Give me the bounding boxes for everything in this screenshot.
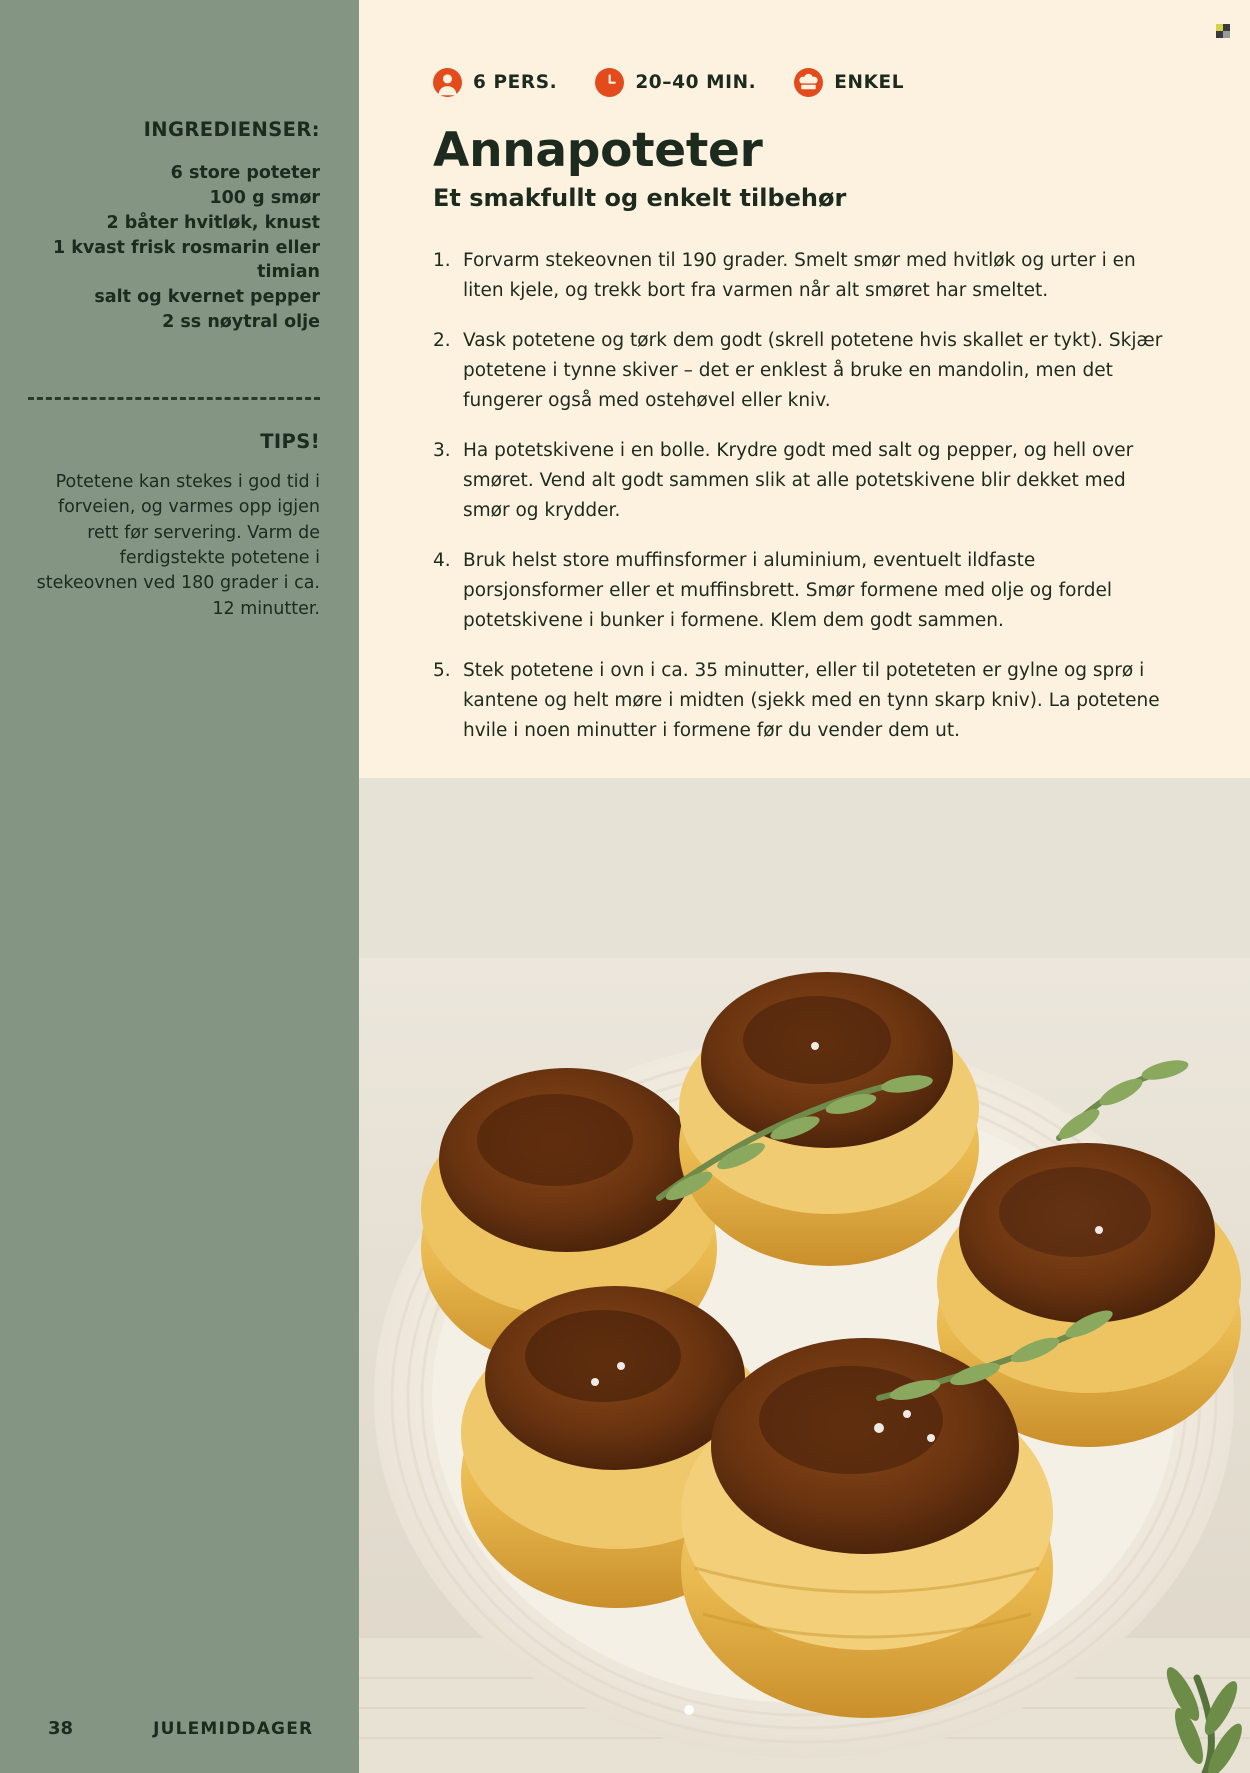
print-registration-mark xyxy=(1216,24,1230,38)
tips-section xyxy=(28,430,320,622)
meta-time-label: 20–40 MIN. xyxy=(635,72,757,93)
footer-section-title: JULEMIDDAGER xyxy=(153,1719,314,1739)
page-title: Annapoteter xyxy=(433,123,763,178)
recipe-photo xyxy=(359,778,1250,1773)
meta-time xyxy=(595,68,756,97)
ingredients-heading: INGREDIENSER: xyxy=(143,118,320,141)
meta-servings-label: 6 PERS. xyxy=(473,72,558,93)
meta-difficulty-label: ENKEL xyxy=(834,72,905,93)
page-subtitle: Et smakfullt og enkelt tilbehør xyxy=(433,184,847,212)
list-item: salt og kvernet pepper xyxy=(94,287,320,308)
chef-hat-icon xyxy=(794,68,823,97)
recipe-content xyxy=(359,0,1250,1773)
list-item xyxy=(433,546,1176,636)
tips-body: Potetene kan stekes i god tid i forveien, og varmes opp igjen rett før servering. Varm de ferdigstekte potetene i stekeovnen ved 180 grader i ca. 12 minutter. xyxy=(36,471,320,619)
list-item: 2 ss nøytral olje xyxy=(162,312,320,333)
step-number: 1. xyxy=(433,250,451,271)
sidebar xyxy=(0,0,359,1773)
list-item: 6 store poteter xyxy=(170,163,320,183)
list-item xyxy=(433,656,1176,746)
person-icon xyxy=(433,68,462,97)
list-item xyxy=(433,326,1176,416)
page-footer xyxy=(0,1718,359,1739)
step-number: 5. xyxy=(433,659,451,681)
recipe-meta-row xyxy=(359,0,1250,97)
ingredients-list xyxy=(28,161,320,335)
instructions-list xyxy=(433,246,1176,746)
step-number: 3. xyxy=(433,439,451,461)
list-item xyxy=(433,246,1176,306)
list-item: 100 g smør xyxy=(209,187,320,208)
step-text: Ha potetskivene i en bolle. Krydre godt med salt og pepper, og hell over smøret. Vend alt godt sammen slik at alle potetskivene blir dekket med smør og krydder. xyxy=(463,439,1134,521)
list-item: 2 båter hvitløk, knust xyxy=(106,212,320,233)
list-item: 1 kvast frisk rosmarin eller timian xyxy=(52,237,320,283)
step-text: Stek potetene i ovn i ca. 35 minutter, eller til poteteten er gylne og sprø i kantene og helt møre i midten (sjekk med en tynn skarp kniv). La potetene hvile i noen minutter i formene før du vender dem ut. xyxy=(463,659,1160,741)
step-text: Bruk helst store muffinsformer i aluminium, eventuelt ildfaste porsjonsformer eller et muffinsbrett. Smør formene med olje og fordel potetskivene i bunker i formene. Klem dem godt sammen. xyxy=(463,549,1113,631)
meta-servings xyxy=(433,68,557,97)
tips-heading: TIPS! xyxy=(260,429,320,453)
clock-icon xyxy=(595,68,624,97)
dashed-divider xyxy=(28,397,320,402)
page-number: 38 xyxy=(48,1718,74,1739)
step-number: 2. xyxy=(433,329,451,351)
list-item xyxy=(433,436,1176,526)
recipe-photo-illustration xyxy=(359,778,1250,1773)
ingredients-section xyxy=(28,118,320,335)
step-number: 4. xyxy=(433,549,451,571)
step-text: Forvarm stekeovnen til 190 grader. Smelt smør med hvitløk og urter i en liten kjele, og trekk bort fra varmen når alt smøret har smeltet. xyxy=(463,250,1136,301)
step-text: Vask potetene og tørk dem godt (skrell potetene hvis skallet er tykt). Skjær potetene i tynne skiver – det er enklest å bruke en mandolin, men det fungerer også med ostehøvel eller kniv. xyxy=(463,329,1163,411)
meta-difficulty xyxy=(794,68,904,97)
